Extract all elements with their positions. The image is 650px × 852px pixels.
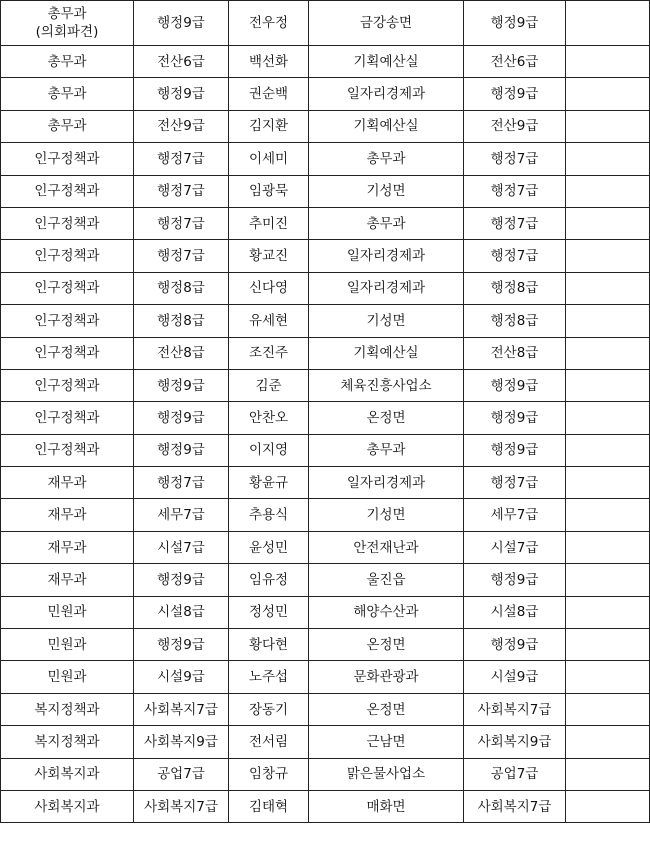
from-dept-cell: 인구정책과 <box>1 207 134 239</box>
table-row <box>1 305 650 337</box>
name-cell: 유세현 <box>229 305 309 337</box>
name-cell: 임창규 <box>229 758 309 790</box>
new-grade-cell: 전산6급 <box>464 46 566 78</box>
from-dept-cell: 인구정책과 <box>1 240 134 272</box>
table-row <box>1 499 650 531</box>
new-grade-cell: 행정7급 <box>464 240 566 272</box>
grade-cell: 행정7급 <box>134 240 229 272</box>
from-dept-cell: 인구정책과 <box>1 402 134 434</box>
table-row <box>1 531 650 563</box>
new-grade-cell: 행정9급 <box>464 564 566 596</box>
to-dept-cell: 기성면 <box>309 175 464 207</box>
name-cell: 추용식 <box>229 499 309 531</box>
from-dept-cell: 재무과 <box>1 564 134 596</box>
grade-cell: 공업7급 <box>134 758 229 790</box>
grade-cell: 전산8급 <box>134 337 229 369</box>
name-cell: 전우정 <box>229 1 309 46</box>
name-cell: 윤성민 <box>229 531 309 563</box>
new-grade-cell: 세무7급 <box>464 499 566 531</box>
remark-cell <box>566 272 650 304</box>
to-dept-cell: 총무과 <box>309 143 464 175</box>
table-row <box>1 78 650 110</box>
remark-cell <box>566 1 650 46</box>
from-dept-cell: 재무과 <box>1 499 134 531</box>
table-row <box>1 369 650 401</box>
table-row <box>1 143 650 175</box>
to-dept-cell: 해양수산과 <box>309 596 464 628</box>
table-row <box>1 726 650 758</box>
grade-cell: 행정7급 <box>134 467 229 499</box>
grade-cell: 행정7급 <box>134 175 229 207</box>
grade-cell: 행정9급 <box>134 402 229 434</box>
new-grade-cell: 행정9급 <box>464 78 566 110</box>
table-row <box>1 790 650 822</box>
new-grade-cell: 행정9급 <box>464 629 566 661</box>
from-dept-cell: 총무과 <box>1 46 134 78</box>
to-dept-cell: 체육진흥사업소 <box>309 369 464 401</box>
new-grade-cell: 시설7급 <box>464 531 566 563</box>
grade-cell: 행정8급 <box>134 272 229 304</box>
table-row <box>1 693 650 725</box>
from-dept-cell: 사회복지과 <box>1 758 134 790</box>
table-row <box>1 337 650 369</box>
to-dept-cell: 총무과 <box>309 434 464 466</box>
new-grade-cell: 행정8급 <box>464 305 566 337</box>
to-dept-cell: 울진읍 <box>309 564 464 596</box>
table-row <box>1 402 650 434</box>
name-cell: 임유정 <box>229 564 309 596</box>
to-dept-cell: 맑은물사업소 <box>309 758 464 790</box>
from-dept-cell <box>1 1 134 46</box>
from-dept: 총무과 <box>47 6 87 22</box>
table-row <box>1 1 650 46</box>
from-dept-cell: 인구정책과 <box>1 434 134 466</box>
new-grade-cell: 사회복지7급 <box>464 790 566 822</box>
grade-cell: 사회복지7급 <box>134 790 229 822</box>
table-row <box>1 629 650 661</box>
table-body <box>1 1 650 823</box>
name-cell: 권순백 <box>229 78 309 110</box>
to-dept-cell: 기획예산실 <box>309 46 464 78</box>
remark-cell <box>566 305 650 337</box>
remark-cell <box>566 337 650 369</box>
remark-cell <box>566 693 650 725</box>
remark-cell <box>566 790 650 822</box>
table-row <box>1 758 650 790</box>
remark-cell <box>566 369 650 401</box>
name-cell: 백선화 <box>229 46 309 78</box>
grade-cell: 사회복지7급 <box>134 693 229 725</box>
from-dept-cell: 인구정책과 <box>1 369 134 401</box>
from-dept-cell: 민원과 <box>1 661 134 693</box>
from-dept-cell: 민원과 <box>1 596 134 628</box>
table-row <box>1 467 650 499</box>
to-dept-cell: 일자리경제과 <box>309 467 464 499</box>
to-dept-cell: 문화관광과 <box>309 661 464 693</box>
name-cell: 김준 <box>229 369 309 401</box>
grade-cell: 행정9급 <box>134 564 229 596</box>
name-cell: 추미진 <box>229 207 309 239</box>
grade-cell: 행정9급 <box>134 434 229 466</box>
to-dept-cell: 온정면 <box>309 693 464 725</box>
grade-cell: 전산6급 <box>134 46 229 78</box>
grade-cell: 행정7급 <box>134 143 229 175</box>
name-cell: 노주섭 <box>229 661 309 693</box>
remark-cell <box>566 661 650 693</box>
to-dept-cell: 기성면 <box>309 305 464 337</box>
remark-cell <box>566 46 650 78</box>
new-grade-cell: 행정9급 <box>464 434 566 466</box>
remark-cell <box>566 78 650 110</box>
to-dept-cell: 온정면 <box>309 402 464 434</box>
remark-cell <box>566 531 650 563</box>
table-row <box>1 661 650 693</box>
table-row <box>1 240 650 272</box>
remark-cell <box>566 434 650 466</box>
remark-cell <box>566 726 650 758</box>
new-grade-cell: 행정7급 <box>464 143 566 175</box>
remark-cell <box>566 207 650 239</box>
new-grade-cell: 행정7급 <box>464 175 566 207</box>
name-cell: 김지환 <box>229 110 309 142</box>
table-row <box>1 434 650 466</box>
grade-cell: 행정9급 <box>134 369 229 401</box>
name-cell: 이지영 <box>229 434 309 466</box>
name-cell: 신다영 <box>229 272 309 304</box>
to-dept-cell: 일자리경제과 <box>309 272 464 304</box>
grade-cell: 시설9급 <box>134 661 229 693</box>
from-dept-cell: 인구정책과 <box>1 305 134 337</box>
to-dept-cell: 일자리경제과 <box>309 78 464 110</box>
to-dept-cell: 기획예산실 <box>309 110 464 142</box>
new-grade-cell: 사회복지9급 <box>464 726 566 758</box>
grade-cell: 행정9급 <box>134 1 229 46</box>
new-grade-cell: 전산8급 <box>464 337 566 369</box>
from-dept-cell: 인구정책과 <box>1 143 134 175</box>
name-cell: 임광묵 <box>229 175 309 207</box>
from-dept-cell: 복지정책과 <box>1 726 134 758</box>
remark-cell <box>566 596 650 628</box>
grade-cell: 행정7급 <box>134 207 229 239</box>
table-row <box>1 596 650 628</box>
remark-cell <box>566 143 650 175</box>
name-cell: 전서림 <box>229 726 309 758</box>
new-grade-cell: 행정9급 <box>464 369 566 401</box>
new-grade-cell: 행정7급 <box>464 207 566 239</box>
from-dept-cell: 인구정책과 <box>1 175 134 207</box>
from-dept-cell: 총무과 <box>1 110 134 142</box>
to-dept-cell: 총무과 <box>309 207 464 239</box>
grade-cell: 행정9급 <box>134 629 229 661</box>
to-dept-cell: 근남면 <box>309 726 464 758</box>
name-cell: 김태혁 <box>229 790 309 822</box>
from-dept-cell: 총무과 <box>1 78 134 110</box>
name-cell: 황다현 <box>229 629 309 661</box>
grade-cell: 시설8급 <box>134 596 229 628</box>
grade-cell: 사회복지9급 <box>134 726 229 758</box>
remark-cell <box>566 402 650 434</box>
to-dept-cell: 안전재난과 <box>309 531 464 563</box>
table-row <box>1 46 650 78</box>
new-grade-cell: 행정9급 <box>464 1 566 46</box>
to-dept-cell: 온정면 <box>309 629 464 661</box>
table-row <box>1 175 650 207</box>
from-dept-cell: 인구정책과 <box>1 272 134 304</box>
new-grade-cell: 사회복지7급 <box>464 693 566 725</box>
grade-cell: 시설7급 <box>134 531 229 563</box>
remark-cell <box>566 564 650 596</box>
name-cell: 황교진 <box>229 240 309 272</box>
from-dept-cell: 인구정책과 <box>1 337 134 369</box>
remark-cell <box>566 467 650 499</box>
name-cell: 조진주 <box>229 337 309 369</box>
name-cell: 안찬오 <box>229 402 309 434</box>
to-dept-cell: 매화면 <box>309 790 464 822</box>
table-row <box>1 564 650 596</box>
new-grade-cell: 시설9급 <box>464 661 566 693</box>
from-dept-note: (의회파견) <box>35 24 99 40</box>
to-dept-cell: 기획예산실 <box>309 337 464 369</box>
name-cell: 이세미 <box>229 143 309 175</box>
to-dept-cell: 일자리경제과 <box>309 240 464 272</box>
name-cell: 장동기 <box>229 693 309 725</box>
remark-cell <box>566 110 650 142</box>
to-dept-cell: 기성면 <box>309 499 464 531</box>
grade-cell: 행정9급 <box>134 78 229 110</box>
table-row <box>1 272 650 304</box>
from-dept-cell: 재무과 <box>1 467 134 499</box>
from-dept-cell: 재무과 <box>1 531 134 563</box>
new-grade-cell: 공업7급 <box>464 758 566 790</box>
table-row <box>1 207 650 239</box>
new-grade-cell: 시설8급 <box>464 596 566 628</box>
new-grade-cell: 행정8급 <box>464 272 566 304</box>
remark-cell <box>566 629 650 661</box>
name-cell: 정성민 <box>229 596 309 628</box>
from-dept-cell: 사회복지과 <box>1 790 134 822</box>
from-dept-cell: 복지정책과 <box>1 693 134 725</box>
remark-cell <box>566 758 650 790</box>
new-grade-cell: 행정7급 <box>464 467 566 499</box>
remark-cell <box>566 499 650 531</box>
name-cell: 황윤규 <box>229 467 309 499</box>
grade-cell: 행정8급 <box>134 305 229 337</box>
remark-cell <box>566 240 650 272</box>
new-grade-cell: 행정9급 <box>464 402 566 434</box>
remark-cell <box>566 175 650 207</box>
to-dept-cell: 금강송면 <box>309 1 464 46</box>
new-grade-cell: 전산9급 <box>464 110 566 142</box>
grade-cell: 세무7급 <box>134 499 229 531</box>
grade-cell: 전산9급 <box>134 110 229 142</box>
table-row <box>1 110 650 142</box>
from-dept-cell: 민원과 <box>1 629 134 661</box>
